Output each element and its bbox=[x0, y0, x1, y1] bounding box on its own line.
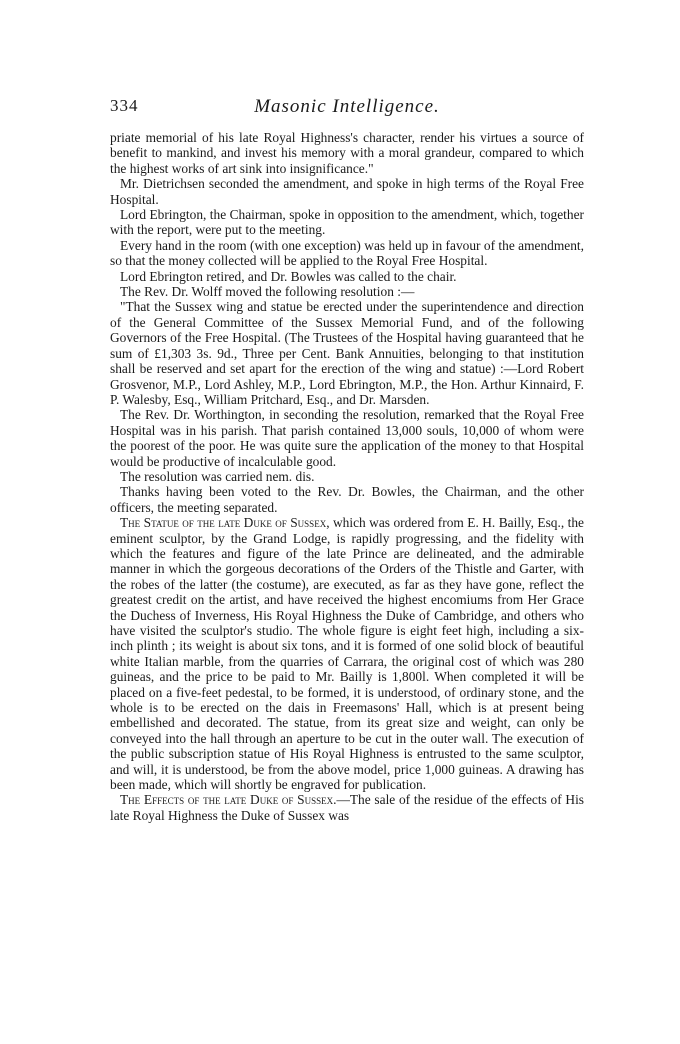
paragraph-text: which was ordered from E. H. Bailly, Esq., the eminent sculptor, by the Grand Lodge, is rapidly progressing, and the fidelity with which the features and figure of the late Prince are delineated, and the admirable manner in which the gorgeous decorations of the Orders of the Thistle and Garter, with the robes of the latter (the costume), are executed, as far as they have gone, reflect the greatest credit on the artist, and have received the highest encomiums from Her Grace the Duchess of Inverness, His Royal Highness the Duke of Cambridge, and others who have visited the sculptor's studio. The whole figure is eight feet high, including a six-inch plinth ; its weight is about six tons, and it is formed of one solid block of beautiful white Italian marble, from the quarries of Carrara, the original cost of which was 280 guineas, and the price to be paid to Mr. Bailly is 1,800l. When completed it will be placed on a five-feet pedestal, to be formed, it is understood, of ordinary stone, and the whole is to be erected on the dais in Freemasons' Hall, which is at present being embellished and decorated. The statue, from its great size and weight, can only be conveyed into the hall through an aperture to be cut in the outer wall. The execution of the public subscription statue of His Royal Highness is entrusted to the same sculptor, and will, it is understood, be from the above model, price 1,000 guineas. A drawing has been made, which will shortly be engraved for publication. bbox=[110, 515, 584, 793]
paragraph: Lord Ebrington, the Chairman, spoke in opposition to the amendment, which, together with the report, were put to the meeting. bbox=[110, 207, 584, 238]
section-lead-effects: The Effects of the late Duke of Sussex. bbox=[120, 792, 337, 808]
paragraph: The Rev. Dr. Wolff moved the following resolution :— bbox=[120, 284, 415, 300]
paragraph: The Rev. Dr. Worthington, in seconding the resolution, remarked that the Royal Free Hospital was in his parish. That parish contained 13,000 souls, 10,000 of whom were the poorest of the poor. He was quite sure the application of the money to that Hospital would be productive of incalculable good. bbox=[110, 407, 584, 469]
section-lead-statue: The Statue of the late Duke of Sussex, bbox=[120, 515, 330, 531]
paragraph-effects bbox=[110, 792, 584, 823]
paragraph: Lord Ebrington retired, and Dr. Bowles was called to the chair. bbox=[120, 268, 457, 284]
running-title: Masonic Intelligence. bbox=[254, 96, 440, 117]
paragraph: Every hand in the room (with one exception) was held up in favour of the amendment, so that the money collected will be applied to the Royal Free Hospital. bbox=[110, 237, 584, 269]
paragraph: Thanks having been voted to the Rev. Dr. Bowles, the Chairman, and the other officers, the meeting separated. bbox=[110, 484, 584, 515]
paragraph: The resolution was carried nem. dis. bbox=[120, 468, 315, 484]
paragraph: "That the Sussex wing and statue be erected under the superintendence and direction of the General Committee of the Sussex Memorial Fund, and of the following Governors of the Free Hospital. (The Trustees of the Hospital having guaranteed that he sum of £1,303 3s. 9d., Three per Cent. Bank Annuities, belonging to that institution shall be reserved and set apart for the erection of the wing and statue) :—Lord Robert Grosvenor, M.P., Lord Ashley, M.P., Lord Ebrington, M.P., the Hon. Arthur Kinnaird, F. P. Walesby, Esq., William Pritchard, Esq., and Dr. Marsden. bbox=[110, 299, 584, 407]
page-number: 334 bbox=[110, 96, 139, 115]
book-page bbox=[110, 96, 584, 823]
paragraph: priate memorial of his late Royal Highness's character, render his virtues a source of benefit to mankind, and invest his memory with a moral grandeur, compared to which the highest works of art sink into insignificance." bbox=[110, 130, 584, 176]
paragraph-text: —The sale of the residue of the effects of His late Royal Highness the Duke of Sussex was bbox=[110, 792, 585, 823]
body-text bbox=[110, 130, 584, 823]
paragraph: Mr. Dietrichsen seconded the amendment, and spoke in high terms of the Royal Free Hospital. bbox=[110, 176, 584, 207]
paragraph-statue bbox=[110, 515, 584, 792]
page-header bbox=[110, 96, 584, 124]
